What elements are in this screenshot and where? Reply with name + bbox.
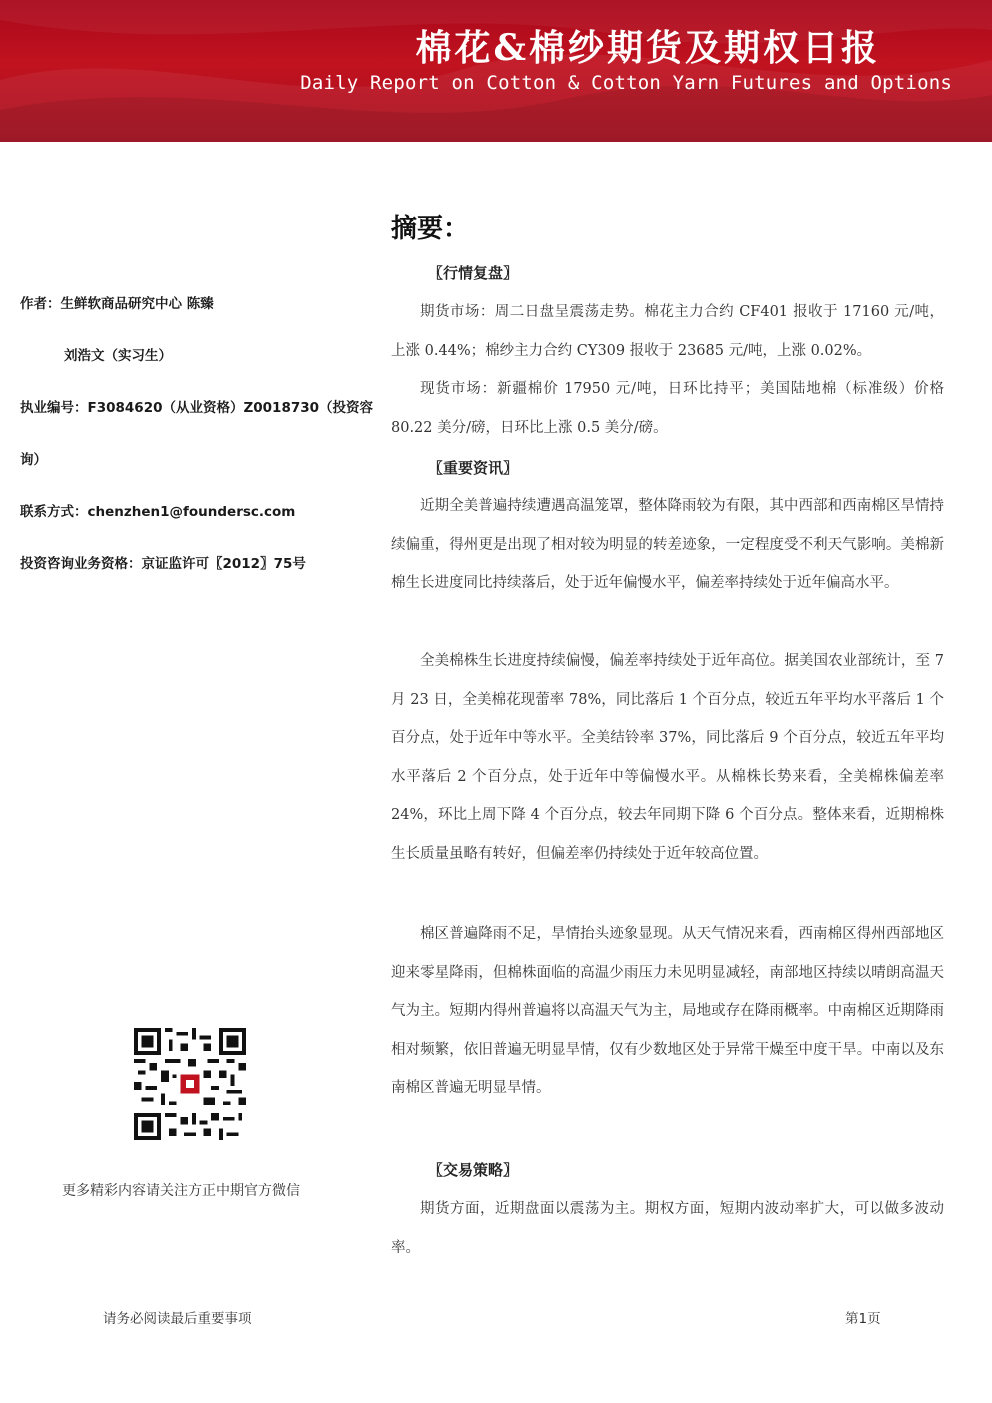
report-header <box>0 0 992 142</box>
paragraph-futures-market: 期货市场：周二日盘呈震荡走势。棉花主力合约 CF401 报收于 17160 元/吨，上涨 0.44%；棉纱主力合约 CY309 报收于 23685 元/吨，上涨 0.02%。 <box>391 304 944 359</box>
qualification-info: 投资咨询业务资格：京证监许可〖2012〗75号 <box>20 556 306 572</box>
report-title-cn: 棉花&棉纱期货及期权日报 <box>415 27 880 69</box>
author-line-2: 刘浩文（实习生） <box>64 348 172 364</box>
qr-code <box>134 1028 246 1140</box>
footer-notice: 请务必阅读最后重要事项 <box>103 1311 252 1327</box>
qr-caption: 更多精彩内容请关注方正中期官方微信 <box>62 1183 300 1199</box>
section-heading-market-review: 〖行情复盘〗 <box>428 264 519 282</box>
paragraph-news-2: 全美棉株生长进度持续偏慢，偏差率持续处于近年高位。据美国农业部统计，至 7 月 23 日，全美棉花现蕾率 78%，同比落后 1 个百分点，较近五年平均水平落后 1 个百分点，处于近年中等水平。全美结铃率 37%，同比落后 9 个百分点，较近五年平均水平落后 2 个百分点，处于近年中等偏慢水平。从棉株长势来看，全美棉株偏差率 24%，环比上周下降 4 个百分点，较去年同期下降 6 个百分点。整体来看，近期棉株生长质量虽略有转好，但偏差率仍持续处于近年较高位置。 <box>391 653 944 862</box>
section-heading-news: 〖重要资讯〗 <box>428 459 519 477</box>
license-number-cont: 询） <box>20 452 47 468</box>
contact-info: 联系方式：chenzhen1@foundersc.com <box>20 504 296 520</box>
summary-title: 摘要： <box>391 214 470 244</box>
author-line: 作者：生鲜软商品研究中心 陈臻 <box>20 296 214 312</box>
report-title-en: Daily Report on Cotton & Cotton Yarn Futures and Options <box>300 72 952 94</box>
section-heading-strategy: 〖交易策略〗 <box>428 1161 519 1179</box>
paragraph-news-1: 近期全美普遍持续遭遇高温笼罩，整体降雨较为有限，其中西部和西南棉区旱情持续偏重，得州更是出现了相对较为明显的转差迹象，一定程度受不利天气影响。美棉新棉生长进度同比持续落后，处于近年偏慢水平，偏差率持续处于近年偏高水平。 <box>391 498 944 591</box>
license-number: 执业编号：F3084620（从业资格）Z0018730（投资容 <box>20 400 374 416</box>
page-number: 第1页 <box>845 1311 881 1327</box>
paragraph-spot-market: 现货市场：新疆棉价 17950 元/吨，日环比持平；美国陆地棉（标准级）价格 80.22 美分/磅，日环比上涨 0.5 美分/磅。 <box>391 381 944 436</box>
paragraph-news-3: 棉区普遍降雨不足，旱情抬头迹象显现。从天气情况来看，西南棉区得州西部地区迎来零星降雨，但棉株面临的高温少雨压力未见明显减轻，南部地区持续以晴朗高温天气为主。短期内得州普遍将以高温天气为主，局地或存在降雨概率。中南棉区近期降雨相对频繁，依旧普遍无明显旱情，仅有少数地区处于异常干燥至中度干旱。中南以及东南棉区普遍无明显旱情。 <box>391 926 944 1096</box>
paragraph-strategy: 期货方面，近期盘面以震荡为主。期权方面，短期内波动率扩大，可以做多波动率。 <box>391 1201 944 1256</box>
